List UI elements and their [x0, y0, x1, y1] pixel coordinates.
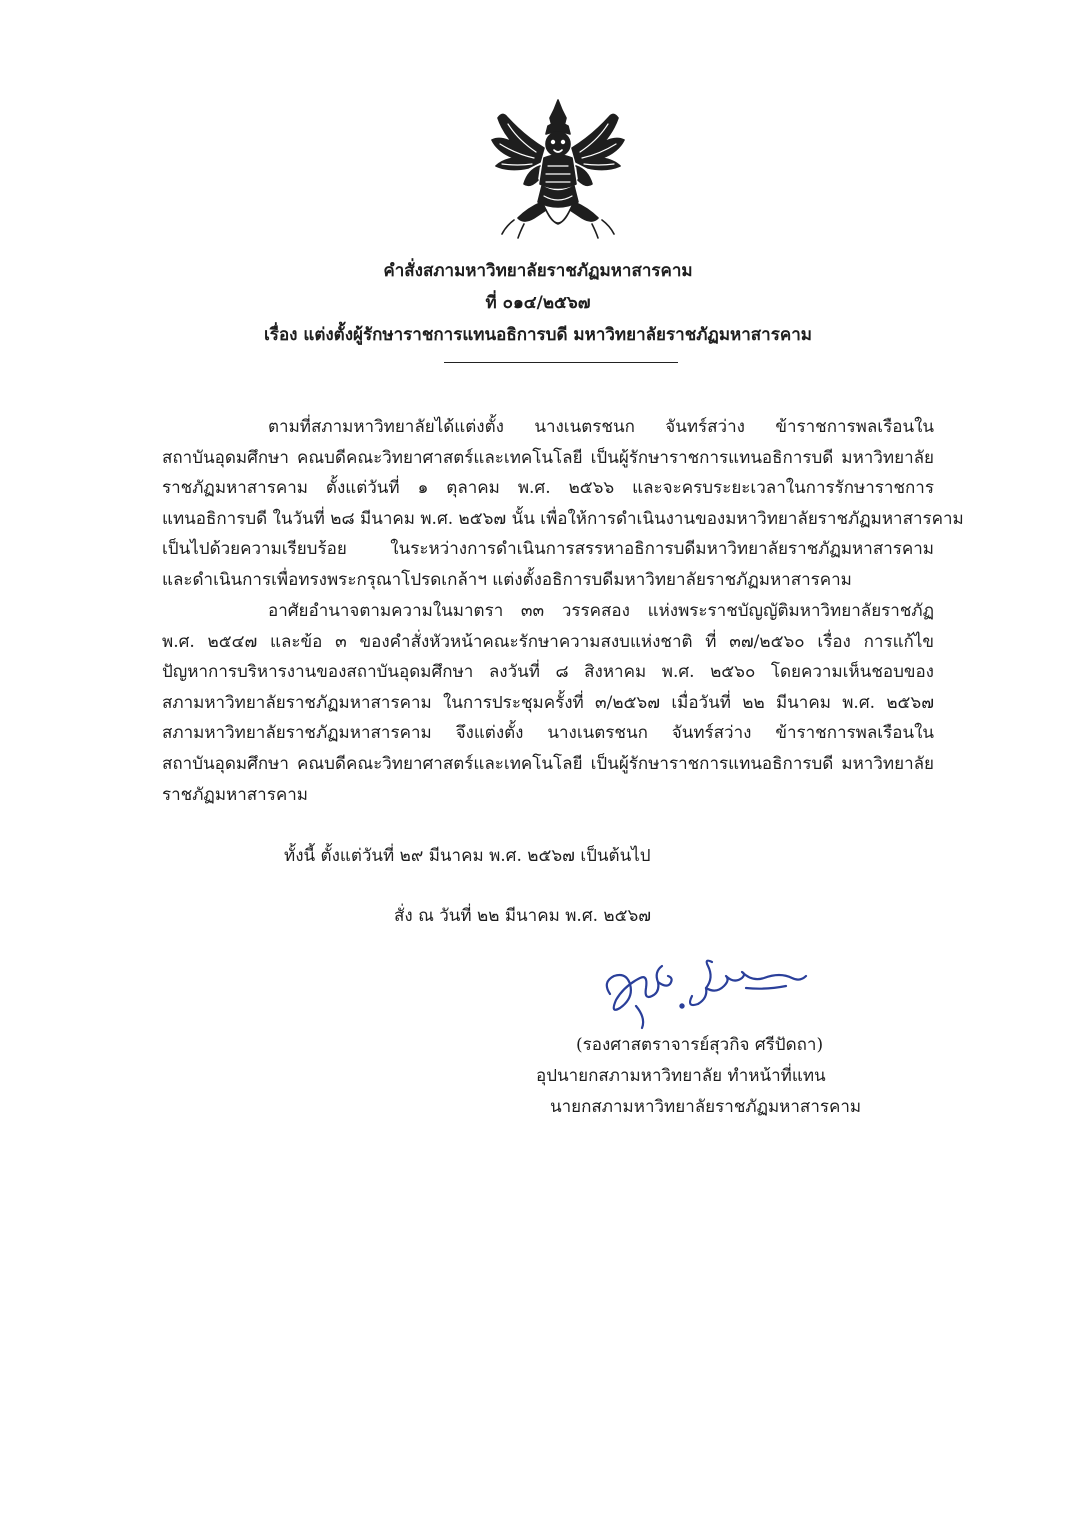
paragraph-line: ปัญหาการบริหารงานของสถาบันอุดมศึกษา ลงวันที่ ๘ สิงหาคม พ.ศ. ๒๕๖๐ โดยความเห็นชอบของ [162, 662, 934, 683]
paragraph-line: แทนอธิการบดี ในวันที่ ๒๘ มีนาคม พ.ศ. ๒๕๖๗ นั้น เพื่อให้การดำเนินงานของมหาวิทยาลัยราชภัฏมหาสารคาม [162, 508, 964, 529]
paragraph-line: พ.ศ. ๒๕๔๗ และข้อ ๓ ของคำสั่งหัวหน้าคณะรักษาความสงบแห่งชาติ ที่ ๓๗/๒๕๖๐ เรื่อง การแก้ไข [162, 631, 934, 652]
signatory-block [520, 1030, 880, 1123]
signatory-position-line2: นายกสภามหาวิทยาลัยราชภัฏมหาสารคาม [550, 1097, 862, 1117]
heading-divider [444, 362, 678, 363]
paragraph-line: สถาบันอุดมศึกษา คณบดีคณะวิทยาศาสตร์และเทคโนโลยี เป็นผู้รักษาราชการแทนอธิการบดี มหาวิทยาลัย [162, 753, 934, 774]
paragraph-line: สถาบันอุดมศึกษา คณบดีคณะวิทยาศาสตร์และเทคโนโลยี เป็นผู้รักษาราชการแทนอธิการบดี มหาวิทยาลัย [162, 447, 934, 468]
signatory-position-line1: อุปนายกสภามหาวิทยาลัย ทำหน้าที่แทน [536, 1066, 826, 1086]
paragraph-line: สภามหาวิทยาลัยราชภัฏมหาสารคาม จึงแต่งตั้ง นางเนตรชนก จันทร์สว่าง ข้าราชการพลเรือนใน [162, 723, 934, 744]
paragraph-line: ราชภัฏมหาสารคาม [162, 784, 308, 805]
paragraph-line: อาศัยอำนาจตามความในมาตรา ๓๓ วรรคสอง แห่งพระราชบัญญัติมหาวิทยาลัยราชภัฏ [268, 601, 934, 621]
paragraph-line: ตามที่สภามหาวิทยาลัยได้แต่งตั้ง นางเนตรชนก จันทร์สว่าง ข้าราชการพลเรือนใน [268, 417, 934, 437]
order-date: สั่ง ณ วันที่ ๒๒ มีนาคม พ.ศ. ๒๕๖๗ [394, 906, 652, 926]
order-number: ที่ ๐๑๔/๒๕๖๗ [485, 293, 591, 313]
handwritten-signature [596, 948, 812, 1032]
garuda-emblem-icon [484, 96, 632, 244]
signatory-name: (รองศาสตราจารย์สุวกิจ ศรีปัดถา) [576, 1035, 824, 1055]
paragraph-line: เป็นไปด้วยความเรียบร้อย ในระหว่างการดำเนินการสรรหาอธิการบดีมหาวิทยาลัยราชภัฏมหาสารคาม [162, 539, 934, 560]
order-subject: เรื่อง แต่งตั้งผู้รักษาราชการแทนอธิการบดี มหาวิทยาลัยราชภัฏมหาสารคาม [264, 325, 812, 345]
document-title: คำสั่งสภามหาวิทยาลัยราชภัฏมหาสารคาม [383, 261, 693, 281]
paragraph-line: ราชภัฏมหาสารคาม ตั้งแต่วันที่ ๑ ตุลาคม พ.ศ. ๒๕๖๖ และจะครบระยะเวลาในการรักษาราชการ [162, 478, 934, 499]
paragraph-line: และดำเนินการเพื่อทรงพระกรุณาโปรดเกล้าฯ แต่งตั้งอธิการบดีมหาวิทยาลัยราชภัฏมหาสารคาม [162, 569, 852, 590]
paragraph-2 [162, 596, 934, 810]
paragraph-1 [162, 412, 964, 596]
effective-date: ทั้งนี้ ตั้งแต่วันที่ ๒๙ มีนาคม พ.ศ. ๒๕๖๗ เป็นต้นไป [284, 846, 651, 866]
paragraph-line: สภามหาวิทยาลัยราชภัฏมหาสารคาม ในการประชุมครั้งที่ ๓/๒๕๖๗ เมื่อวันที่ ๒๒ มีนาคม พ.ศ. ๒๕๖๗ [162, 692, 934, 713]
